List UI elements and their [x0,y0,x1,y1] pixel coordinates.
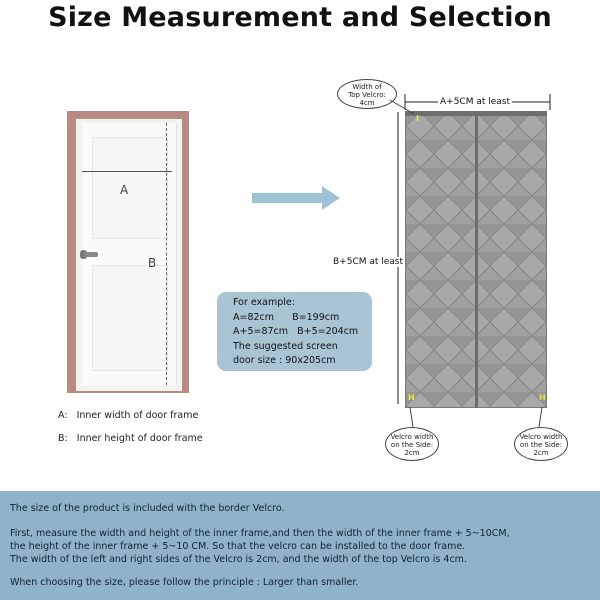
page-title: Size Measurement and Selection [48,2,552,33]
corner-mark-bottom-left: H [408,393,415,402]
door-handle [84,252,98,257]
left-velcro-bubble [385,427,439,461]
bubble-line: on the Side: [390,441,434,449]
door-upper-panel [92,137,168,239]
info-line: The width of the left and right sides of the Velcro is 2cm, and the width of the top Velcro is 4cm. [10,554,467,565]
width-line-a [82,171,172,172]
label-b: B [148,256,157,270]
bubble-line: Width of [352,83,382,91]
side-bubble-pointers [405,405,550,429]
example-line: The suggested screen [233,340,338,352]
arrow-right-icon [252,193,324,203]
bubble-line: 4cm [359,99,375,107]
label-a: A [120,183,129,197]
legend-b: B: Inner height of door frame [58,433,203,444]
example-line: A+5=87cm B+5=204cm [233,326,359,337]
example-line: A=82cm B=199cm [233,311,340,323]
example-line: door size : 90x205cm [233,355,336,366]
height-label: B+5CM at least [333,257,404,267]
info-line: When choosing the size, please follow the principle : Larger than smaller. [10,577,359,588]
info-line: First, measure the width and height of the inner frame,and then the width of the inner frame + 5~10CM, [10,528,510,539]
example-line: For example: [233,297,295,308]
right-velcro-bubble [514,427,568,461]
bubble-pointer [388,94,418,116]
example-box [217,292,372,371]
legend-a: A: Inner width of door frame [58,410,199,421]
bubble-line: Top Velcro: [348,91,386,99]
height-line-b [166,123,168,385]
corner-mark-top: I [416,114,419,123]
info-panel [0,491,600,600]
bubble-line: 2cm [404,449,420,457]
width-label: A+5CM at least [440,97,511,107]
bubble-line: Velcro width [390,433,434,441]
bubble-line: Velcro width [519,433,563,441]
curtain-center-seam [475,111,478,408]
info-line: the height of the inner frame + 5~10 CM. So that the velcro can be installed to the door frame. [10,541,466,552]
door-lower-panel [92,265,168,371]
info-line: The size of the product is included with the border Velcro. [10,503,285,514]
corner-mark-bottom-right: H [539,393,546,402]
bubble-line: 2cm [533,449,549,457]
arrow-head-icon [322,186,340,210]
bubble-line: on the Side: [519,441,563,449]
